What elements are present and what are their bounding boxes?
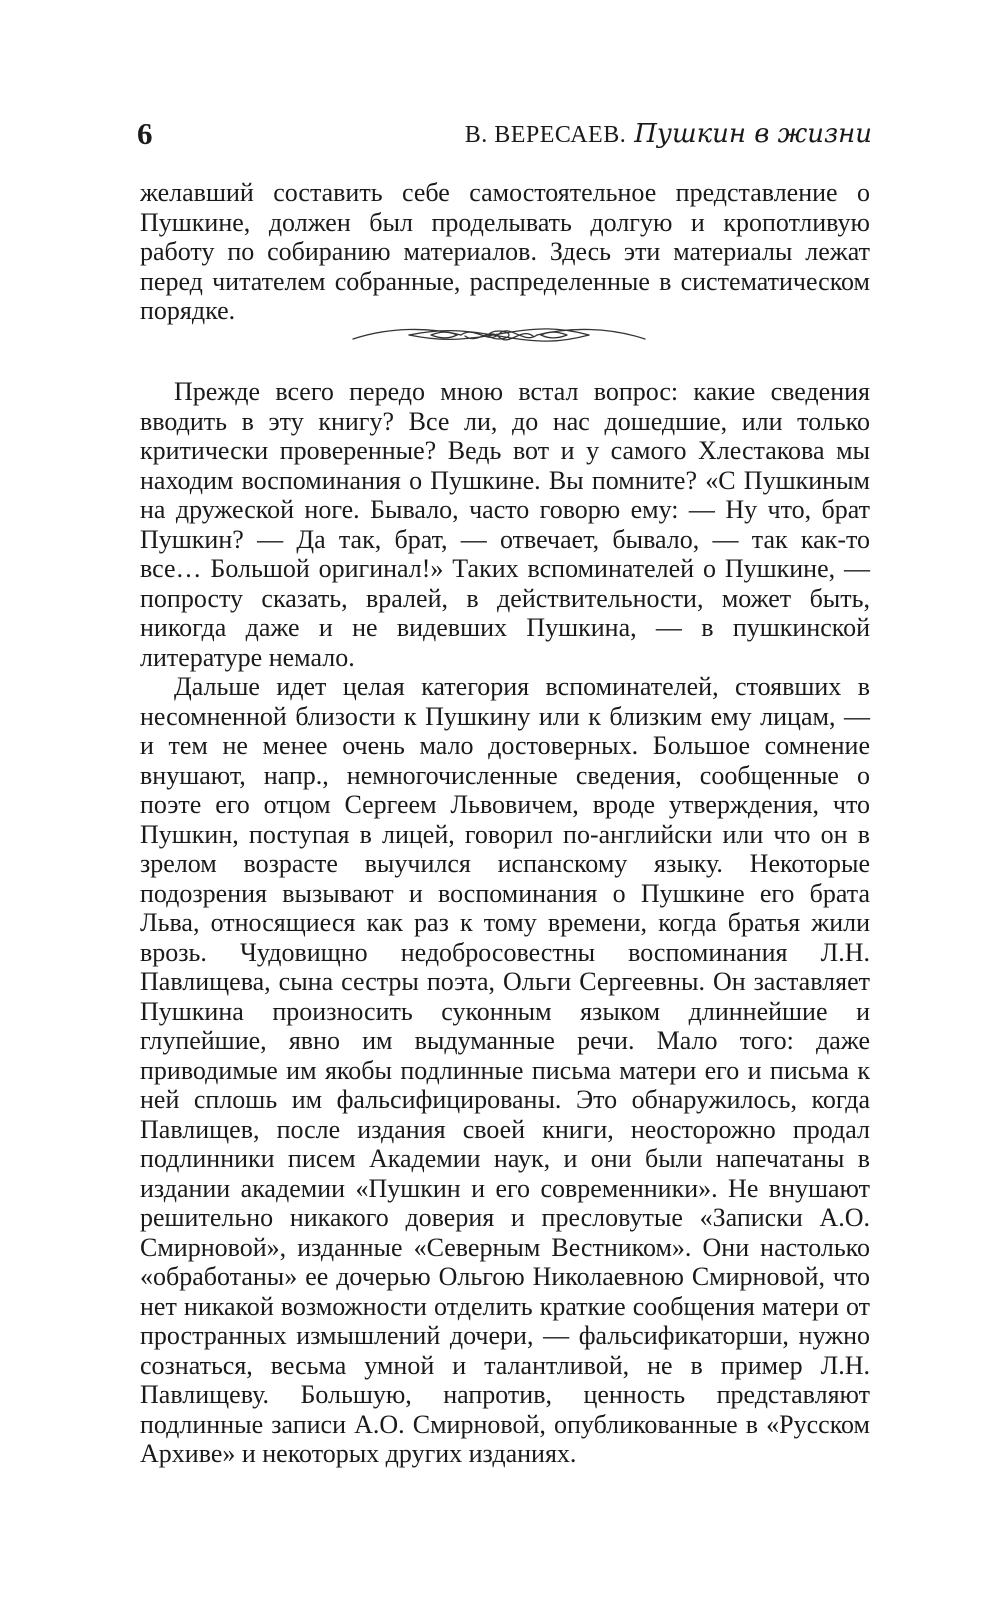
page-number: 6 xyxy=(137,116,153,151)
running-title xyxy=(465,116,872,156)
paragraph-1: Прежде всего передо мною встал вопрос: какие сведения вводить в эту книгу? Все ли, до нас дошедшие, или только критически проверенные? Ведь вот и у самого Хлестакова мы находим воспоминания о Пушкине. Вы помните? «С Пушкиным на дружеской ноге. Бывало, часто говорю ему: — Ну что, брат Пушкин? — Да так, брат, — отвечает, бывало, — так как-то все… Большой оригинал!» Таких вспоминателей о Пушкине, — попросту сказать, вралей, в действительности, может быть, никогда даже и не видевших Пушкина, — в пушкинской литературе немало. xyxy=(140,377,870,672)
paragraph-2: Дальше идет целая категория вспоминателей, стоявших в несомненной близости к Пушкину или к близким ему лицам, — и тем не менее очень мало достоверных. Большое сомнение внушают, напр., немногочисленные сведения, сообщенные о поэте его отцом Сергеем Львовичем, вроде утверждения, что Пушкин, поступая в лицей, говорил по-английски или что он в зрелом возрасте выучился испанскому языку. Некоторые подозрения вызывают и воспоминания о Пушкине его брата Льва, относящиеся как раз к тому времени, когда братья жили врозь. Чудовищно недобросовестны воспоминания Л.Н. Павлищева, сына сестры поэта, Ольги Сергеевны. Он заставляет Пушкина произносить суконным языком длиннейшие и глупейшие, явно им выдуманные речи. Мало того: даже приводимые им якобы подлинные письма матери его и письма к ней сплошь им фальсифицированы. Это обнаружилось, когда Павлищев, после издания своей книги, неосторожно продал подлинники писем Академии наук, и они были напечатаны в издании академии «Пушкин и его современники». Не внушают решительно никакого доверия и пресловутые «Записки А.О. Смирновой», изданные «Северным Вестником». Они настолько «обработаны» ее дочерью Ольгою Николаевною Смирновой, что нет никакой возможности отделить краткие сообщения матери от пространных измышлений дочери, — фальсификаторши, нужно сознаться, весьма умной и талантливой, не в пример Л.Н. Павлищеву. Большую, напротив, ценность представляют подлинные записи А.О. Смирновой, опубликованные в «Русском Архиве» и некоторых других изданиях. xyxy=(140,672,870,1468)
text-block-continued xyxy=(140,178,870,326)
author-name: В. ВЕРЕСАЕВ. xyxy=(464,122,627,148)
swirl-divider-ornament-icon xyxy=(349,317,649,353)
book-title: Пушкин в жизни xyxy=(634,119,872,149)
running-header xyxy=(137,116,872,156)
paragraph-continued: желавший составить себе самостоятельное представление о Пушкине, должен был проделывать долгую и кропотливую работу по собиранию материалов. Здесь эти материалы лежат перед читателем собранные, распределенные в систематическом порядке. xyxy=(140,178,870,325)
text-block-main xyxy=(140,377,870,1469)
